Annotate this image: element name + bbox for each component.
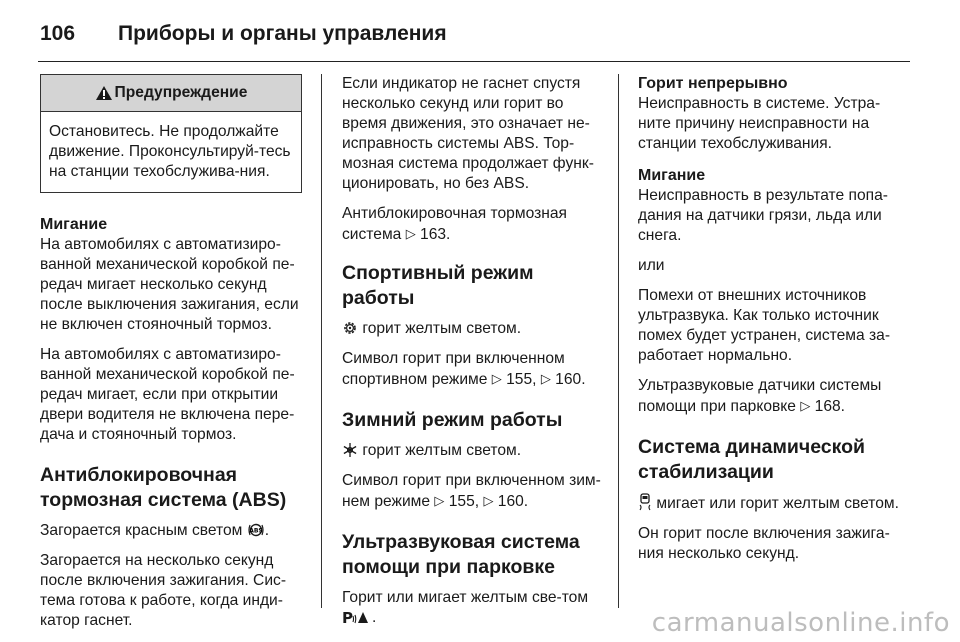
page-reference-arrow-icon: ▷ bbox=[483, 493, 494, 508]
blink-heading: Мигание bbox=[40, 216, 108, 233]
column-3 bbox=[638, 74, 904, 574]
page-reference-arrow-icon: ▷ bbox=[405, 226, 416, 241]
column-1 bbox=[40, 74, 302, 641]
page-number: 106 bbox=[40, 22, 76, 45]
svg-text:P: P bbox=[342, 609, 353, 625]
parking-assist-icon bbox=[342, 609, 372, 625]
page-reference-arrow-icon: ▷ bbox=[800, 398, 811, 413]
blink-paragraph-3 bbox=[638, 376, 904, 417]
esp-heading: Система динамической стабилизации bbox=[638, 436, 866, 483]
sport-heading: Спортивный режим работы bbox=[342, 262, 534, 309]
winter-ref-page-2[interactable]: 160. bbox=[497, 493, 529, 510]
warning-box bbox=[40, 74, 302, 193]
column-divider bbox=[618, 74, 619, 608]
warning-header bbox=[41, 75, 301, 112]
winter-paragraph-2 bbox=[342, 471, 604, 512]
winter-text: горит желтым светом. bbox=[362, 442, 522, 459]
winter-paragraph-1 bbox=[342, 441, 604, 461]
abs-heading: Антиблокировочная тормозная система (ABS) bbox=[40, 464, 287, 511]
abs-ref-text: Антиблокировочная тормозная система bbox=[342, 205, 567, 243]
esp-text: мигает или горит желтым светом. bbox=[656, 495, 899, 512]
park-text-end: . bbox=[372, 609, 377, 626]
abs-reference bbox=[342, 204, 604, 245]
blink-paragraph-2: На автомобилях с автоматизиро-ванной механической коробкой пе-редач мигает, если при открытии двери водителя не включена пере-дача и стояночный тормоз. bbox=[40, 346, 295, 443]
blink-paragraph-2: Помехи от внешних источников ультразвука. Как только источник помех будет устранен, система за-работает нормально. bbox=[638, 287, 891, 364]
sport-ref-text: Символ горит при включенном спортивном режиме bbox=[342, 350, 565, 388]
warning-triangle-icon bbox=[95, 85, 113, 101]
park-ref-text: Ультразвуковые датчики системы помощи при парковке bbox=[638, 377, 882, 415]
park-paragraph-1 bbox=[342, 588, 604, 628]
abs-fault-paragraph: Если индикатор не гаснет спустя несколько секунд или горит во время движения, это означает не-исправность системы ABS. Тор-мозная система продолжает функ-ционировать, но без ABS. bbox=[342, 75, 594, 192]
esp-paragraph-1 bbox=[638, 493, 904, 514]
page-reference-arrow-icon: ▷ bbox=[491, 371, 502, 386]
header-rule bbox=[38, 61, 910, 62]
sport-paragraph-2 bbox=[342, 349, 604, 390]
abs-ref-page[interactable]: 163. bbox=[420, 226, 451, 243]
skidding-car-icon bbox=[638, 493, 652, 511]
page-reference-arrow-icon: ▷ bbox=[540, 371, 551, 386]
page-reference-arrow-icon: ▷ bbox=[434, 493, 445, 508]
page-header bbox=[40, 14, 910, 54]
abs-icon bbox=[247, 522, 265, 538]
sport-paragraph-1 bbox=[342, 319, 604, 339]
sport-text: горит желтым светом. bbox=[362, 320, 522, 337]
svg-text:ABS: ABS bbox=[248, 527, 263, 535]
winter-heading: Зимний режим работы bbox=[342, 409, 563, 431]
running-title: Приборы и органы управления bbox=[118, 22, 447, 45]
park-heading: Ультразвуковая система помощи при парковке bbox=[342, 531, 580, 578]
snowflake-icon bbox=[342, 442, 358, 458]
sport-ref-page-1[interactable]: 155, bbox=[506, 371, 537, 388]
steady-paragraph: Неисправность в системе. Устра-ните причину неисправности на станции техобслуживания. bbox=[638, 95, 881, 152]
blink-paragraph-1: Неисправность в результате попа-дания на датчики грязи, льда или снега. bbox=[638, 187, 888, 244]
column-2 bbox=[342, 74, 604, 638]
abs-paragraph-2: Загорается на несколько секунд после включения зажигания. Сис-тема готова к работе, когда инди-катор гаснет. bbox=[40, 552, 287, 629]
column-divider bbox=[321, 74, 322, 608]
abs-text: Загорается красным светом bbox=[40, 522, 243, 539]
park-text: Горит или мигает желтым све-том bbox=[342, 589, 589, 606]
abs-paragraph-1 bbox=[40, 521, 302, 541]
sport-ref-page-2[interactable]: 160. bbox=[555, 371, 586, 388]
sport-mode-gear-icon bbox=[342, 320, 358, 336]
park-ref-page[interactable]: 168. bbox=[814, 398, 846, 415]
winter-ref-text: Символ горит при включенном зим-нем режиме bbox=[342, 472, 601, 510]
warning-text: Остановитесь. Не продолжайте движение. Проконсультируй-тесь на станции техобслужива-ния. bbox=[49, 123, 291, 180]
blink-paragraph-1: На автомобилях с автоматизиро-ванной механической коробкой пе-редач мигает несколько секунд после выключения зажигания, если не включен стояночный тормоз. bbox=[40, 236, 299, 333]
or-text: или bbox=[638, 257, 665, 274]
esp-paragraph-2: Он горит после включения зажига-ния несколько секунд. bbox=[638, 525, 890, 562]
abs-text-end: . bbox=[264, 522, 270, 539]
warning-title: Предупреждение bbox=[114, 84, 248, 101]
winter-ref-page-1[interactable]: 155, bbox=[448, 493, 480, 510]
steady-heading: Горит непрерывно bbox=[638, 75, 788, 92]
blink-heading: Мигание bbox=[638, 167, 706, 184]
watermark: carmanualsonline.info bbox=[651, 608, 950, 638]
